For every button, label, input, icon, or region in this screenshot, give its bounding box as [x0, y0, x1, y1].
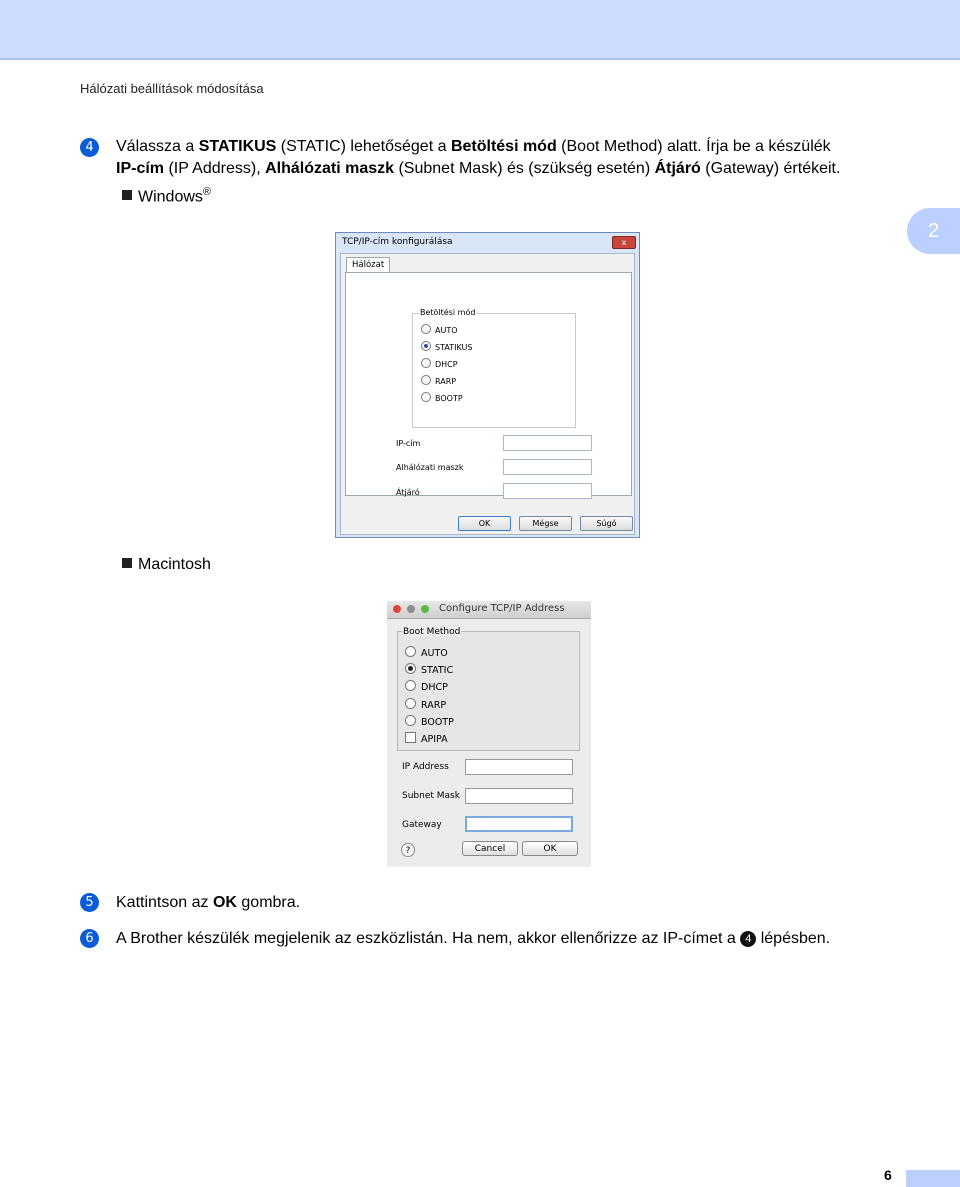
ip-address-label: IP Address	[402, 762, 449, 772]
subnet-mask-input[interactable]	[465, 788, 573, 804]
windows-dialog-title: TCP/IP-cím konfigurálása	[342, 237, 453, 247]
step-4-segment: (Subnet Mask) és (szükség esetén)	[394, 160, 655, 177]
radio-label: DHCP	[435, 360, 458, 369]
step-4-segment: IP-cím	[116, 160, 165, 177]
boot-method-label: Boot Method	[403, 627, 461, 637]
gateway-input[interactable]	[465, 816, 573, 832]
boot-method-group	[397, 627, 580, 751]
square-bullet-icon	[122, 190, 132, 200]
mac-titlebar	[387, 601, 591, 619]
ok-button[interactable]: OK	[522, 841, 578, 856]
step-number-4: 4	[80, 138, 99, 157]
bullet-windows	[122, 186, 211, 206]
checkbox-apipa[interactable]	[405, 732, 448, 745]
subnet-mask-label: Subnet Mask	[402, 791, 460, 801]
step-4-segment: (Boot Method) alatt. Írja be a készülék	[556, 138, 831, 155]
radio-selected-icon	[405, 663, 416, 674]
step-4-segment: Válassza a	[116, 138, 199, 155]
radio-label: BOOTP	[421, 717, 454, 728]
step-4-segment: (Gateway) értékeit.	[700, 160, 841, 177]
radio-icon	[405, 698, 416, 709]
radio-label: RARP	[435, 377, 457, 386]
gateway-input[interactable]	[503, 483, 592, 499]
radio-auto[interactable]	[421, 324, 458, 336]
step-5-text	[116, 892, 300, 914]
windows-dialog-body	[340, 253, 635, 535]
radio-icon	[421, 392, 431, 402]
registered-mark: ®	[202, 186, 212, 198]
step-4-line-2	[116, 158, 840, 180]
ip-address-label: IP-cím	[396, 439, 421, 448]
step-4-line-1	[116, 136, 831, 158]
radio-label: AUTO	[435, 326, 458, 335]
close-icon[interactable]: x	[612, 236, 636, 249]
minimize-dot-icon[interactable]	[407, 605, 415, 613]
tab-network[interactable]: Hálózat	[346, 257, 390, 272]
ip-address-input[interactable]	[465, 759, 573, 775]
radio-bootp[interactable]	[421, 392, 463, 404]
bullet-windows-label: Windows	[138, 188, 203, 206]
step-4-segment: Alhálózati maszk	[265, 160, 395, 177]
radio-dhcp[interactable]	[421, 358, 458, 370]
windows-tcpip-dialog	[335, 232, 640, 538]
step-number-5: 5	[80, 893, 99, 912]
square-bullet-icon	[122, 558, 132, 568]
ok-button[interactable]: OK	[458, 516, 511, 531]
step-6-text	[116, 928, 830, 950]
page-number: 6	[884, 1167, 892, 1183]
radio-dhcp[interactable]	[405, 680, 448, 693]
radio-label: STATIC	[421, 665, 454, 676]
radio-bootp[interactable]	[405, 715, 454, 728]
step-5-segment: OK	[212, 894, 237, 911]
step-4-segment: Átjáró	[654, 160, 701, 177]
zoom-dot-icon[interactable]	[421, 605, 429, 613]
radio-label: STATIKUS	[435, 343, 473, 352]
boot-method-group	[412, 308, 576, 428]
ip-address-input[interactable]	[503, 435, 592, 451]
radio-rarp[interactable]	[405, 698, 446, 711]
bullet-mac-label: Macintosh	[138, 556, 211, 573]
radio-selected-icon	[421, 341, 431, 351]
chapter-tab: 2	[907, 208, 960, 254]
step-4-segment: Betöltési mód	[450, 138, 557, 155]
help-button[interactable]: Súgó	[580, 516, 633, 531]
radio-label: AUTO	[421, 648, 448, 659]
bullet-macintosh	[122, 556, 211, 574]
subnet-mask-input[interactable]	[503, 459, 592, 475]
step-5-segment: gombra.	[236, 894, 301, 911]
mac-tcpip-dialog	[387, 601, 591, 867]
radio-icon	[421, 324, 431, 334]
radio-auto[interactable]	[405, 646, 448, 659]
cancel-button[interactable]: Cancel	[462, 841, 518, 856]
step-6-segment: lépésben.	[756, 930, 831, 947]
step-ref-badge: 4	[740, 931, 756, 947]
cancel-button[interactable]: Mégse	[519, 516, 572, 531]
mac-dialog-title: Configure TCP/IP Address	[439, 603, 565, 614]
page-header-title: Hálózati beállítások módosítása	[80, 81, 264, 96]
radio-label: BOOTP	[435, 394, 463, 403]
radio-icon	[421, 358, 431, 368]
radio-label: RARP	[421, 700, 447, 711]
subnet-mask-label: Alhálózati maszk	[396, 463, 464, 472]
step-6-segment: A Brother készülék megjelenik az eszközlistán. Ha nem, akkor ellenőrizze az IP-címet a	[116, 930, 741, 947]
radio-icon	[405, 646, 416, 657]
close-dot-icon[interactable]	[393, 605, 401, 613]
radio-static[interactable]	[405, 663, 453, 676]
gateway-label: Átjáró	[396, 488, 420, 497]
gateway-label: Gateway	[402, 820, 442, 830]
radio-icon	[405, 680, 416, 691]
top-band	[0, 0, 960, 60]
step-4-segment: (STATIC) lehetőséget a	[276, 138, 451, 155]
help-icon[interactable]: ?	[401, 843, 415, 857]
checkbox-icon	[405, 732, 416, 743]
checkbox-label: APIPA	[421, 734, 448, 745]
boot-method-label: Betöltési mód	[420, 308, 476, 317]
radio-static[interactable]	[421, 341, 472, 353]
page-bar	[906, 1170, 960, 1187]
radio-icon	[421, 375, 431, 385]
windows-tab-pane	[345, 272, 632, 496]
step-4-segment: (IP Address),	[164, 160, 266, 177]
step-number-6: 6	[80, 929, 99, 948]
step-5-segment: Kattintson az	[116, 894, 213, 911]
radio-rarp[interactable]	[421, 375, 456, 387]
step-4-segment: STATIKUS	[198, 138, 277, 155]
radio-icon	[405, 715, 416, 726]
radio-label: DHCP	[421, 682, 448, 693]
